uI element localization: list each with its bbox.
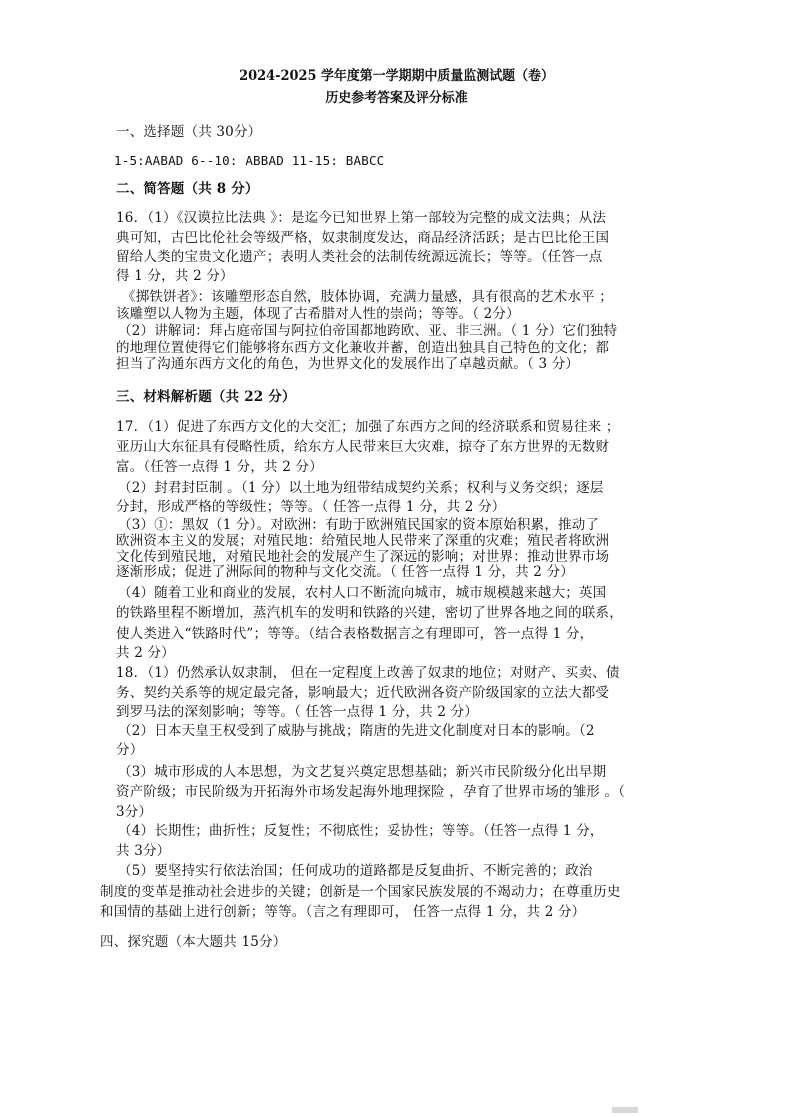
page-edge-mark (612, 1107, 638, 1113)
answer-line: 逐渐形成；促进了洲际间的物种与文化交流。（ 任答一点得 1 分，共 2 分） (116, 564, 574, 580)
answer-line: 和国情的基础上进行创新；等等。（言之有理即可， 任答一点得 1 分，共 2 分） (100, 904, 586, 920)
answer-line: 分封，形成严格的等级性；等等。（ 任答一点得 1 分，共 2 分） (116, 499, 506, 515)
answer-line: （4）长期性；曲折性；反复性；不彻底性；妥协性；等等。（任答一点得 1 分， (118, 823, 604, 839)
answer-line: 到罗马法的深刻影响；等等。（ 任答一点得 1 分，共 2 分） (116, 704, 479, 720)
section-heading-short-answer: 二、简答题（共 8 分） (116, 181, 259, 197)
answer-line: 留给人类的宝贵文化遗产；表明人类社会的法制传统源远流长；等等。（任答一点 (116, 249, 603, 265)
answer-line: （2）日本天皇王权受到了威胁与挑战；隋唐的先进文化制度对日本的影响。（2 (118, 723, 595, 739)
answer-line: 该雕塑以人物为主题，体现了古希腊对人性的崇尚；等等。（ 2分） (116, 306, 520, 322)
answer-line: 16．（1）《汉谟拉比法典 》：是迄今已知世界上第一部较为完整的成文法典；从法 (116, 210, 607, 226)
answer-line: 资产阶级；市民阶级为开拓海外市场发起海外地理探险 ，孕育了世界市场的雏形 。（ (116, 784, 626, 800)
answer-line: 担当了沟通东西方文化的角色，为世界文化的发展作出了卓越贡献。（ 3 分） (116, 356, 580, 372)
answer-line: 亚历山大东征具有侵略性质，给东方人民带来巨大灾难，掠夺了东方世界的无数财 (116, 439, 610, 455)
answer-line: 共 3分） (116, 843, 171, 859)
answer-line: 富。（任答一点得 1 分，共 2 分） (116, 459, 323, 475)
answer-line: （2）封君封臣制 。（1 分）以土地为纽带结成契约关系；权利与义务交织；逐层 (118, 480, 604, 496)
section-heading-choice: 一、选择题（共 30分） (116, 124, 262, 140)
section-heading-material-analysis: 三、材料解析题（共 22 分） (116, 389, 296, 405)
answer-line: 的铁路里程不断增加，蒸汽机车的发明和铁路的兴建，密切了世界各地之间的联系， (116, 605, 623, 621)
answer-line: 得 1 分，共 2 分） (116, 268, 234, 284)
answer-line: 18．（1）仍然承认奴隶制， 但在一定程度上改善了奴隶的地位；对财产、买卖、债 (116, 665, 620, 681)
answer-line: （5）要坚持实行依法治国；任何成功的道路都是反复曲折、不断完善的；政治 (118, 863, 593, 879)
answer-line: （2）讲解词：拜占庭帝国与阿拉伯帝国都地跨欧、亚、非三洲。（ 1 分）它们独特 (118, 323, 618, 339)
answer-line: 17．（1）促进了东西方文化的大交汇；加强了东西方之间的经济联系和贸易往来 ； (116, 419, 620, 435)
answer-line: 欧洲资本主义的发展；对殖民地：给殖民地人民带来了深重的灾难；殖民者将欧洲 (116, 533, 610, 549)
answer-line: 典可知，古巴比伦社会等级严格，奴隶制度发达，商品经济活跃；是古巴比伦王国 (116, 230, 610, 246)
document-title: 2024-2025 学年度第一学期期中质量监测试题（卷） (239, 68, 554, 84)
answer-line: 文化传到殖民地，对殖民地社会的发展产生了深远的影响；对世界：推动世界市场 (116, 549, 610, 565)
answer-line: 务、契约关系等的规定最完备，影响最大；近代欧洲各资产阶级国家的立法大都受 (116, 685, 610, 701)
document-subtitle: 历史参考答案及评分标准 (325, 90, 468, 106)
answer-line: （4）随着工业和商业的发展，农村人口不断流向城市，城市规模越来越大；英国 (118, 585, 607, 601)
answer-line: 使人类进入“铁路时代”；等等。（结合表格数据言之有理即可，答一点得 1 分， (116, 626, 594, 642)
answer-line: （3）①：黑奴（1 分）。对欧洲：有助于欧洲殖民国家的资本原始积累，推动了 (118, 517, 600, 533)
answer-line: 3分） (116, 804, 153, 820)
answer-line: （3）城市形成的人本思想，为文艺复兴奠定思想基础；新兴市民阶级分化出早期 (118, 764, 607, 780)
section-heading-inquiry: 四、探究题（本大题共 15分） (100, 934, 287, 950)
answer-line: 的地理位置使得它们能够将东西方文化兼收并蓄，创造出独具自己特色的文化；都 (116, 340, 610, 356)
answer-line: 《掷铁饼者》：该雕塑形态自然，肢体协调，充满力量感，具有很高的艺术水平 ； (122, 289, 613, 305)
answer-line: 共 2 分） (116, 645, 175, 661)
choice-answers: 1-5:AABAD 6--10: ABBAD 11-15: BABCC (114, 153, 385, 168)
answer-line: 制度的变革是推动社会进步的关键；创新是一个国家民族发展的不竭动力；在尊重历史 (100, 884, 621, 900)
answer-line: 分） (116, 742, 144, 758)
